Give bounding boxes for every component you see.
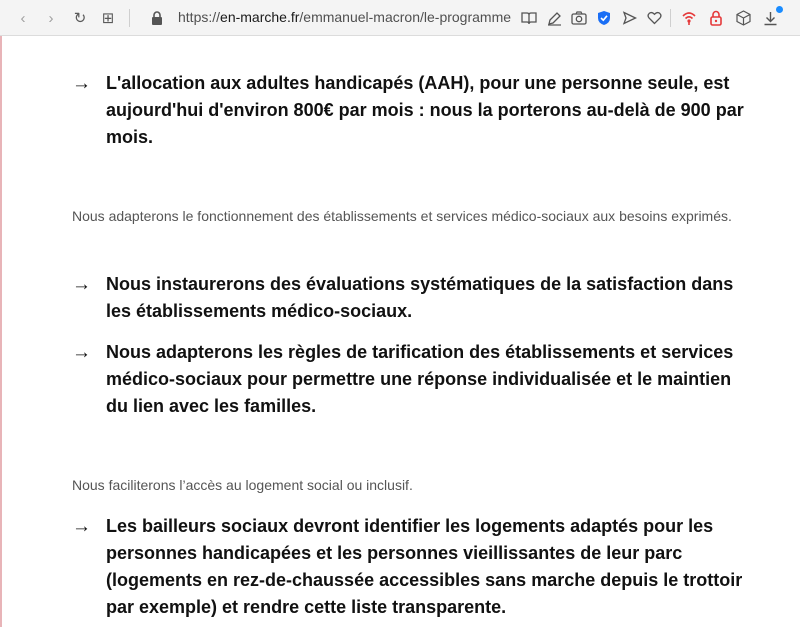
back-icon[interactable]: ‹ xyxy=(20,9,26,27)
toolbar-divider xyxy=(129,9,130,27)
arrow-right-icon: → xyxy=(72,342,91,363)
extension-icons xyxy=(678,7,781,29)
list-item xyxy=(72,513,752,621)
bullet-text: Nous adapterons les règles de tarification des établissements et services médico-sociaux pour permettre une réponse individualisée et le maintien du lien avec les familles. xyxy=(106,342,734,416)
browser-toolbar xyxy=(0,0,800,36)
box-icon-svg xyxy=(736,10,751,26)
download-badge xyxy=(776,6,783,13)
bullet-text: Nous instaurerons des évaluations systématiques de la satisfaction dans les établissements médico-sociaux. xyxy=(106,274,734,321)
section-intro: Nous faciliterons l’accès au logement social ou inclusif. xyxy=(72,477,413,493)
toolbar-icons xyxy=(518,7,665,29)
heart-icon-svg xyxy=(647,11,662,25)
antenna-icon[interactable] xyxy=(678,7,700,29)
tabs-grid-icon[interactable]: ⊞ xyxy=(101,9,115,27)
list-item xyxy=(72,339,752,420)
page-content xyxy=(0,36,800,627)
download-icon[interactable] xyxy=(759,7,781,29)
arrow-right-icon: → xyxy=(72,516,91,537)
url-domain: en-marche.fr xyxy=(220,9,300,25)
edit-icon-svg xyxy=(547,11,562,26)
send-icon[interactable] xyxy=(618,7,640,29)
box-icon[interactable] xyxy=(732,7,754,29)
arrow-right-icon: → xyxy=(72,73,91,94)
shield-icon-svg xyxy=(597,10,611,26)
reload-icon[interactable]: ↻ xyxy=(73,9,87,27)
list-item xyxy=(72,271,752,325)
padlock-icon-svg xyxy=(709,10,723,26)
reader-icon-svg xyxy=(521,11,537,25)
toolbar-divider-2 xyxy=(670,9,671,27)
send-icon-svg xyxy=(622,11,637,25)
shield-icon[interactable] xyxy=(593,7,615,29)
forward-icon[interactable]: › xyxy=(48,9,54,27)
padlock-icon[interactable] xyxy=(705,7,727,29)
url-path: /emmanuel-macron/le-programme xyxy=(299,9,512,25)
bullet-text: Les bailleurs sociaux devront identifier les logements adaptés pour les personnes handicapées et les personnes vieillissantes de leur parc (logements en rez-de-chaussée accessibles sans marche depuis le trottoir par exemple) et rendre cette liste transparente. xyxy=(106,516,743,617)
lock-icon[interactable] xyxy=(146,7,168,29)
arrow-right-icon: → xyxy=(72,274,91,295)
url-prefix: https:// xyxy=(178,9,221,25)
camera-icon[interactable] xyxy=(568,7,590,29)
edit-icon[interactable] xyxy=(543,7,565,29)
download-icon-svg xyxy=(763,11,778,26)
heart-icon[interactable] xyxy=(643,7,665,29)
section-intro: Nous adapterons le fonctionnement des établissements et services médico-sociaux aux besoins exprimés. xyxy=(72,208,732,224)
reader-icon[interactable] xyxy=(518,7,540,29)
antenna-icon-svg xyxy=(681,10,697,26)
list-item xyxy=(72,70,752,151)
camera-icon-svg xyxy=(571,11,587,25)
bullet-text: L'allocation aux adultes handicapés (AAH), pour une personne seule, est aujourd'hui d'environ 800€ par mois : nous la porterons au-delà de 900 par mois. xyxy=(106,73,744,147)
address-bar[interactable] xyxy=(178,9,511,25)
lock-icon-svg xyxy=(151,11,163,25)
